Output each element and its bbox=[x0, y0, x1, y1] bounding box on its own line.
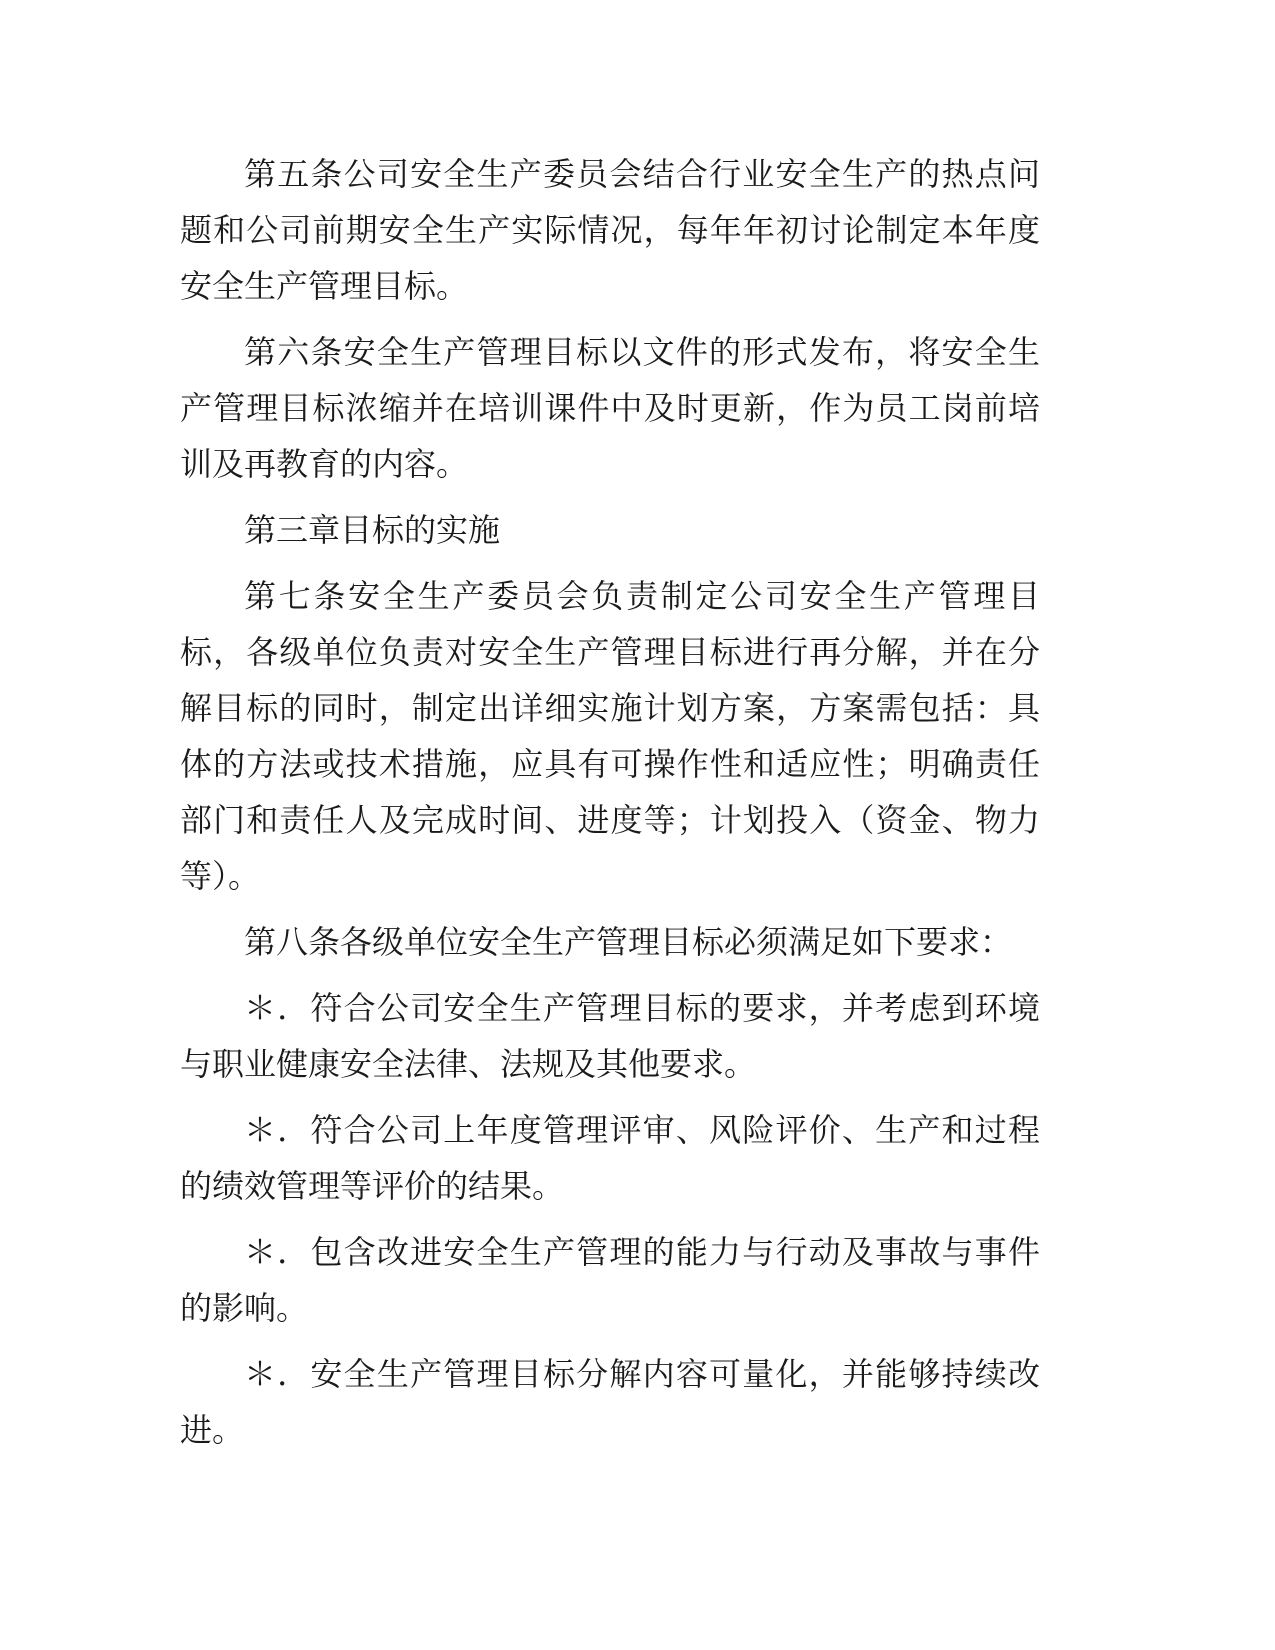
article-7-paragraph: 第七条安全生产委员会负责制定公司安全生产管理目标，各级单位负责对安全生产管理目标进行再分解，并在分解目标的同时，制定出详细实施计划方案，方案需包括：具体的方法或技术措施，应具有可操作性和适应性；明确责任部门和责任人及完成时间、进度等；计划投入（资金、物力等）。 bbox=[180, 577, 1040, 895]
article-8-paragraph: 第八条各级单位安全生产管理目标必须满足如下要求： bbox=[244, 923, 1013, 961]
article-5-paragraph: 第五条公司安全生产委员会结合行业安全生产的热点问题和公司前期安全生产实际情况，每年年初讨论制定本年度安全生产管理目标。 bbox=[180, 155, 1040, 305]
document-body bbox=[180, 146, 1040, 1468]
requirement-item-1: ＊．符合公司安全生产管理目标的要求，并考虑到环境与职业健康安全法律、法规及其他要求。 bbox=[180, 989, 1040, 1083]
article-6-paragraph: 第六条安全生产管理目标以文件的形式发布，将安全生产管理目标浓缩并在培训课件中及时更新，作为员工岗前培训及再教育的内容。 bbox=[180, 333, 1040, 483]
chapter-3-heading: 第三章目标的实施 bbox=[244, 511, 501, 549]
requirement-item-3: ＊．包含改进安全生产管理的能力与行动及事故与事件的影响。 bbox=[180, 1233, 1040, 1327]
requirement-item-2: ＊．符合公司上年度管理评审、风险评价、生产和过程的绩效管理等评价的结果。 bbox=[180, 1111, 1040, 1205]
requirement-item-4: ＊．安全生产管理目标分解内容可量化，并能够持续改进。 bbox=[180, 1355, 1040, 1449]
